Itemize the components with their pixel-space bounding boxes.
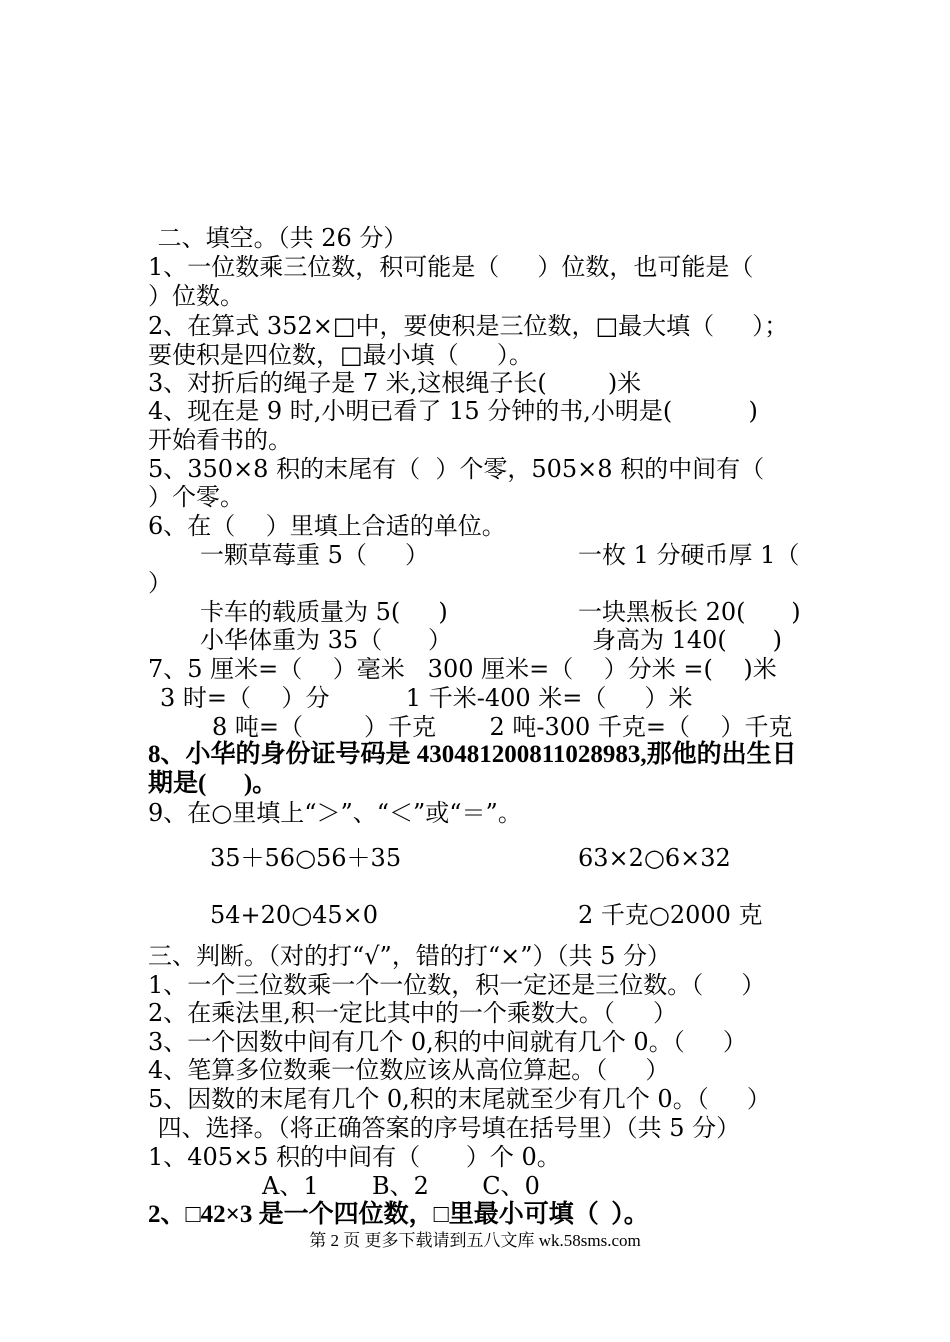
judge-item: 3、一个因数中间有几个 0,积的中间就有几个 0。（ ） [148, 1028, 747, 1056]
question-9-row-1-left: 35＋56○56＋35 [210, 844, 402, 872]
question-6-row-2-right: 一块黑板长 20( ) [578, 598, 801, 626]
question-6-row-1-right: 一枚 1 分硬币厚 1（ [578, 541, 800, 569]
question-8-line-1: 8、小华的身份证号码是 430481200811028983,那他的出生日 [148, 741, 797, 768]
question-3: 3、对折后的绳子是 7 米,这根绳子长( )米 [148, 369, 642, 397]
question-6: 6、在（ ）里填上合适的单位。 [148, 512, 506, 540]
question-6-row-3-left: 小华体重为 35（ ） [200, 626, 452, 654]
judge-item: 2、在乘法里,积一定比其中的一个乘数大。（ ） [148, 999, 678, 1027]
question-4-line-1: 4、现在是 9 时,小明已看了 15 分钟的书,小明是( ) [148, 397, 758, 425]
judge-item: 4、笔算多位数乘一位数应该从高位算起。（ ） [148, 1056, 670, 1084]
question-9: 9、在○里填上“＞”、“＜”或“＝”。 [148, 799, 522, 827]
question-4-line-2: 开始看书的。 [148, 426, 292, 454]
section-judge-heading: 三、判断。（对的打“√”，错的打“×”）（共 5 分） [148, 942, 672, 970]
question-2-line-1: 2、在算式 352×□中，要使积是三位数，□最大填（ ）； [148, 312, 789, 340]
question-1-line-1: 1、一位数乘三位数，积可能是（ ）位数，也可能是（ [148, 253, 754, 281]
question-6-row-1-cont: ） [148, 569, 172, 597]
judge-item: 1、一个三位数乘一个一位数，积一定还是三位数。（ ） [148, 971, 766, 999]
question-1-line-2: ）位数。 [148, 282, 244, 310]
question-6-row-3-right: 身高为 140( ) [592, 626, 782, 654]
question-5-line-1: 5、350×8 积的末尾有（ ）个零，505×8 积的中间有（ [148, 455, 765, 483]
question-7-row-3: 8 吨=（ ）千克 2 吨-300 千克=（ ）千克 [212, 713, 793, 741]
question-8-line-2: 期是( )。 [148, 770, 278, 797]
question-9-row-2-left: 54+20○45×0 [210, 901, 379, 929]
question-6-row-2-left: 卡车的载质量为 5( ) [200, 598, 448, 626]
question-6-row-1-left: 一颗草莓重 5（ ） [200, 541, 430, 569]
section-choice-heading: 四、选择。（将正确答案的序号填在括号里）（共 5 分） [150, 1114, 741, 1142]
choice-question-2: 2、□42×3 是一个四位数，□里最小可填（ ）。 [148, 1201, 649, 1228]
choice-question-1: 1、405×5 积的中间有（ ）个 0。 [148, 1143, 561, 1171]
question-9-row-2-right: 2 千克○2000 克 [578, 901, 763, 929]
choice-question-1-options: A、1 B、2 C、0 [262, 1172, 540, 1200]
question-5-line-2: ）个零。 [148, 483, 244, 511]
page-footer: 第 2 页 更多下载请到五八文库 wk.58sms.com [309, 1231, 641, 1250]
judge-item: 5、因数的末尾有几个 0,积的末尾就至少有几个 0。（ ） [148, 1085, 771, 1113]
question-7-row-2: 3 时=（ ）分 1 千米-400 米=（ ）米 [160, 684, 693, 712]
question-9-row-1-right: 63×2○6×32 [578, 844, 731, 872]
section-fill-heading: 二、填空。（共 26 分） [150, 224, 408, 252]
question-2-line-2: 要使积是四位数，□最小填（ ）。 [148, 341, 533, 369]
question-7-row-1: 7、5 厘米=（ ）毫米 300 厘米=（ ）分米 =( )米 [148, 655, 777, 683]
